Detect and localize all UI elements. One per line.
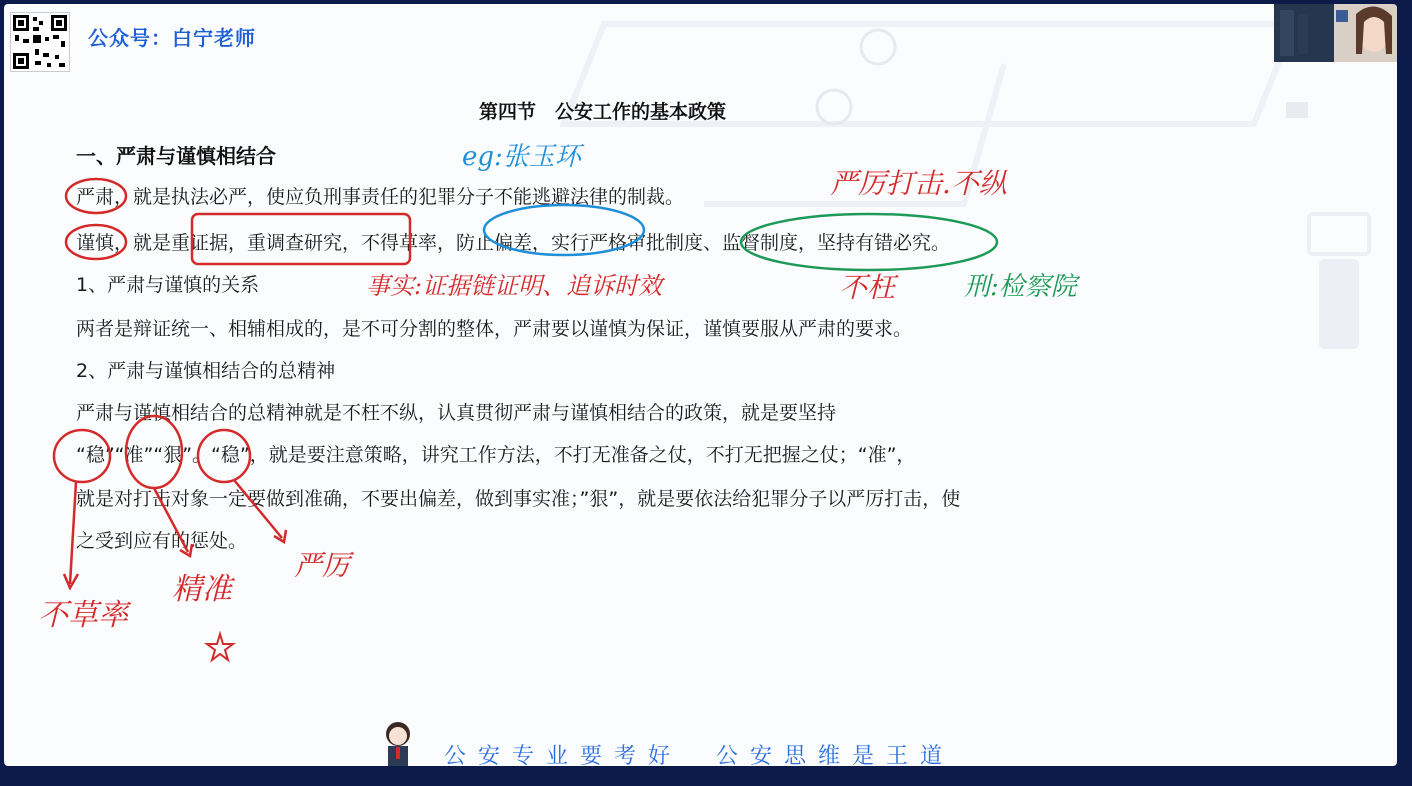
heading-1: 一、严肃与谨慎相结合 <box>76 144 276 168</box>
para-yansu: 严肃，就是执法必严，使应负刑事责任的犯罪分子不能逃避法律的制裁。 <box>76 186 685 208</box>
note-zhun: 精准 <box>172 572 232 607</box>
subheading-spirit: 2、严肃与谨慎相结合的总精神 <box>76 360 336 382</box>
note-wen: 不草率 <box>38 598 128 633</box>
para-relation: 两者是辩证统一、相辅相成的，是不可分割的整体，严肃要以谨慎为保证，谨慎要服从严肃的要求。 <box>76 318 913 340</box>
note-buwang: 不枉 <box>839 271 896 304</box>
note-strike: 严厉打击.不纵 <box>830 167 1007 200</box>
section-title: 第四节 公安工作的基本政策 <box>479 101 727 123</box>
qr-code <box>10 12 70 72</box>
subheading-relation: 1、严肃与谨慎的关系 <box>76 274 260 296</box>
footer-slogan: 公安专业要考好 公安思维是王道 <box>444 744 955 766</box>
slide-frame <box>4 4 1397 766</box>
para-jinshen: 谨慎，就是重证据，重调查研究，不得草率，防止偏差，实行严格审批制度、监督制度，坚持有错必究。 <box>76 232 951 254</box>
para-spirit-1: 严肃与谨慎相结合的总精神就是不枉不纵，认真贯彻严肃与谨慎相结合的政策，就是要坚持 <box>76 402 837 424</box>
note-eg: eg:张玉环 <box>462 142 581 172</box>
webcam-thumbnail <box>1274 4 1397 62</box>
brand-label: 公众号：白宁老师 <box>88 26 256 50</box>
note-facts: 事实:证据链证明、追诉时效 <box>366 272 663 300</box>
note-hen: 严厉 <box>294 549 351 582</box>
para-spirit-3: 就是对打击对象一定要做到准确，不要出偏差，做到事实准；”狠”，就是要依法给犯罪分子以严厉打击，使 <box>76 488 961 510</box>
mascot-icon <box>372 716 424 766</box>
para-spirit-4: 之受到应有的惩处。 <box>76 530 248 552</box>
note-criminal: 刑:检察院 <box>964 272 1077 302</box>
para-spirit-2: “稳”“准”“狠”。“稳”，就是要注意策略，讲究工作方法，不打无准备之仗，不打无把握之仗；“准”， <box>76 444 916 466</box>
